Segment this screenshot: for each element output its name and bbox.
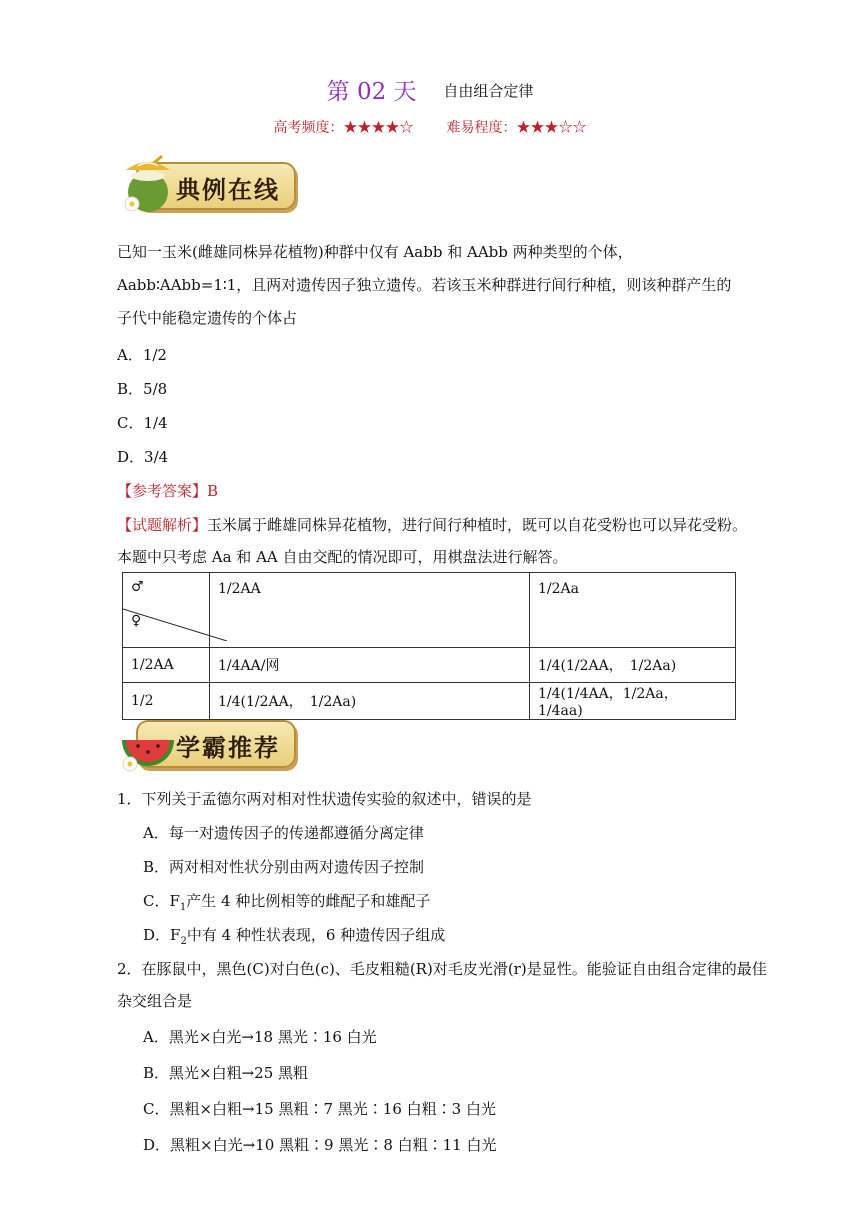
frequency-rating: 高考频度：★★★★☆ bbox=[273, 120, 414, 136]
analysis-text-1: 玉米属于雌雄同株异花植物，进行间行种植时，既可以自花受粉也可以异花受粉。 bbox=[207, 516, 748, 534]
rating-line bbox=[0, 117, 860, 137]
q1-option-b: B．两对相对性状分别由两对遗传因子控制 bbox=[143, 858, 425, 876]
q1-option-d bbox=[143, 924, 445, 947]
q1-option-d-text: 中有 4 种性状表现，6 种遗传因子组成 bbox=[186, 926, 446, 944]
table-header-cell: 1/2Aa bbox=[530, 573, 736, 648]
analysis-label: 【试题解析】 bbox=[117, 516, 208, 534]
banner-text: 学霸推荐 bbox=[176, 734, 280, 762]
example-option-a: A．1/2 bbox=[117, 346, 167, 364]
table-row-label: 1/2 bbox=[123, 683, 210, 720]
analysis-line-1 bbox=[117, 514, 747, 535]
watermelon-icon bbox=[118, 712, 178, 774]
difficulty-rating: 难易程度：★★★☆☆ bbox=[446, 120, 587, 136]
q2-option-d: D．黑粗×白光→10 黑粗∶9 黑光∶8 白粗∶11 白光 bbox=[143, 1136, 497, 1154]
q2-option-a: A．黑光×白光→18 黑光∶16 白光 bbox=[143, 1028, 377, 1046]
example-option-c: C．1/4 bbox=[117, 414, 168, 432]
answer-label: 【参考答案】B bbox=[117, 482, 219, 500]
q2-stem-line-2: 杂交组合是 bbox=[117, 992, 193, 1010]
topic-label: 自由组合定律 bbox=[443, 82, 534, 100]
male-symbol: ♂ bbox=[131, 579, 144, 595]
q2-option-b: B．黑光×白粗→25 黑粗 bbox=[143, 1064, 309, 1082]
example-question-stem: 已知一玉米(雌雄同株异花植物)种群中仅有 Aabb 和 AAbb 两种类型的个体，Aabb∶AAbb=1∶1，且两对遗传因子独立遗传。若该玉米种群进行间行种植，则该种群产生的子代中能稳定遗传的个体占 bbox=[117, 243, 732, 327]
section-banner-example bbox=[118, 154, 294, 216]
q1-option-c-text: 产生 4 种比例相等的雌配子和雄配子 bbox=[186, 892, 431, 910]
example-option-b: B．5/8 bbox=[117, 380, 168, 398]
example-option-d: D．3/4 bbox=[117, 448, 169, 466]
page-title bbox=[0, 73, 860, 106]
table-cell: 1/4(1/2AA， 1/2Aa) bbox=[530, 648, 736, 683]
coconut-drink-icon bbox=[118, 154, 178, 216]
q2-stem-line-1: 2．在豚鼠中，黑色(C)对白色(c)、毛皮粗糙(R)对毛皮光滑(r)是显性。能验证自由组合定律的最佳 bbox=[117, 960, 767, 978]
female-symbol: ♀ bbox=[131, 613, 142, 629]
q1-option-d-sub: 2 bbox=[180, 936, 187, 947]
q1-option-c-prefix: C．F bbox=[143, 892, 180, 910]
table-row-label: 1/2AA bbox=[123, 648, 210, 683]
table-cell: 1/4(1/4AA，1/2Aa， 1/4aa) bbox=[530, 683, 736, 720]
table-cell: 1/4(1/2AA， 1/2Aa) bbox=[210, 683, 530, 720]
q1-option-a: A．每一对遗传因子的传递都遵循分离定律 bbox=[143, 824, 424, 842]
punnett-table bbox=[122, 572, 736, 720]
analysis-line-2: 本题中只考虑 Aa 和 AA 自由交配的情况即可，用棋盘法进行解答。 bbox=[117, 548, 568, 566]
q1-option-c-sub: 1 bbox=[179, 902, 187, 913]
table-corner-cell bbox=[123, 573, 210, 648]
q2-option-c: C．黑粗×白粗→15 黑粗∶7 黑光∶16 白粗∶3 白光 bbox=[143, 1100, 496, 1118]
banner-text: 典例在线 bbox=[176, 176, 280, 204]
q1-stem: 1．下列关于孟德尔两对相对性状遗传实验的叙述中，错误的是 bbox=[117, 790, 532, 808]
section-banner-recommend bbox=[118, 712, 294, 774]
table-row bbox=[123, 648, 736, 683]
day-label: 第 02 天 bbox=[326, 79, 417, 105]
table-cell: 1/4AA/网 bbox=[210, 648, 530, 683]
q1-option-c bbox=[143, 890, 430, 913]
q1-option-d-prefix: D．F bbox=[143, 926, 181, 944]
table-header-cell: 1/2AA bbox=[210, 573, 530, 648]
